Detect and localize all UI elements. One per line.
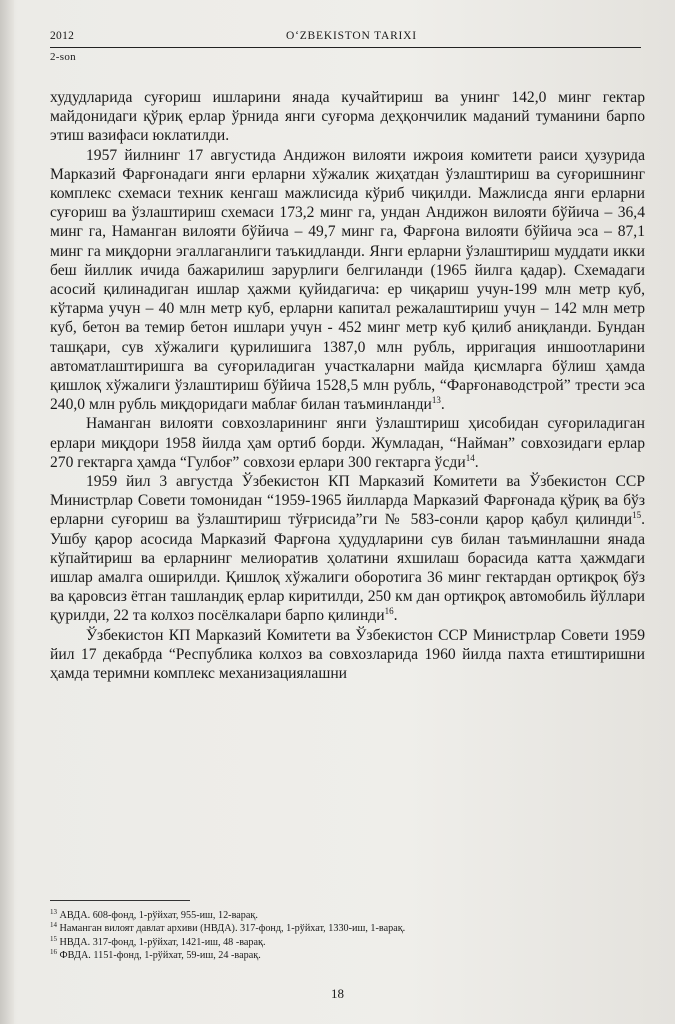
header-year: 2012 [50,30,75,42]
footnote-14 [50,922,610,935]
paragraph-1 [50,88,645,146]
footnote-15 [50,936,610,949]
paragraph-text: . [474,453,479,471]
footnote-number: 16 [50,947,57,956]
footnote-ref-14[interactable]: 14 [465,452,475,463]
paragraph-text: 1959 йил 3 августда Ўзбекистон КП Марказий Комитети ва Ўзбекистон ССР Министрлар Совети томонидан “1959-1965 йилларда Марказий Фарғонада қўриқ ва бўз ерларни суғориш ва ўзлаштириш тўғрисида”ги № 583-сонли қарор қабул қилинди [50,473,645,529]
footnote-ref-15[interactable]: 15 [632,510,642,521]
footnote-text: НВДА. 317-фонд, 1-рўйхат, 1421-иш, 48 -варақ. [59,936,266,948]
footnotes [50,909,610,962]
paragraph-text: . [393,607,398,625]
footnote-number: 14 [50,921,57,930]
footnote-ref-16[interactable]: 16 [384,606,394,617]
footnote-ref-13[interactable]: 13 [431,395,441,406]
article-body [50,88,645,683]
paragraph-text: . Ушбу қарор асосида Марказий Фарғона ҳудудларини сув билан таъминлашни янада кўпайтириш ва ерларнинг мелиоратив ҳолатини яхшилаш борасида катта ҳажмдаги ишлар амалга оширилди. Қишлоқ хўжалиги оборотига 36 минг гектардан ортиқроқ бўз ва қаровсиз ётган ташландиқ ерлар киритилди, 250 км дан ортиқроқ автомобиль йўллари қурилди, 22 та колхоз посёлкалари барпо қилинди [50,511,645,625]
page-number: 18 [331,986,344,1001]
footnote-text: АВДА. 608-фонд, 1-рўйхат, 955-иш, 12-варақ. [59,910,258,921]
footnote-number: 13 [50,908,57,916]
paragraph-text: 1957 йилнинг 17 августида Андижон вилояти ижроия комитети раиси ҳузурида Марказий Фарғонадаги янги ерларни хўжалик жиҳатдан ўзлаштириш ва суғоришнинг комплекс схемаси техник кенгаш мажлисида кўриб чиқилди. Мажлисда янги ерларни суғориш ва ўзлаштириш схемаси 173,2 минг га, ундан Андижон вилояти бўйича – 36,4 минг га, Наманган вилояти бўйича – 49,7 минг га, Фарғона вилояти бўйича эса – 87,1 минг га миқдорни эгаллаганлиги таъкидланди. Янги ерларни ўзлаштириш муддати икки беш йиллик ичида бажарилиш зарурлиги белгиланди (1965 йилга қадар). Схемадаги асосий қилинадиган ишлар ҳажми қуйидагича: ер чиқариш учун-199 млн метр куб, кўтарма учун – 40 млн метр куб, ерларни капитал режалаштириш учун – 142 млн метр куб, бетон ва темир бетон ишлари учун - 452 минг метр куб қилиб аниқланди. Бундан ташқари, сув хўжалиги қурилишига 1387,0 млн рубль, ирригация иншоотларини автоматлаштиришга ва суғориладиган участкаларни майда қисмларга бўлиш ҳамда қишлоқ хўжалиги ўзлаштириш бўйича 1528,5 млн рубль, “Фарғонаводстрой” трести эса 240,0 млн рубль миқдоридаги маблағ билан таъминланди [50,146,645,414]
footnote-13 [50,909,610,922]
paragraph-2 [50,146,645,415]
paragraph-4 [50,472,645,626]
paragraph-text: Наманган вилояти совхозларининг янги ўзлаштириш ҳисобидан суғориладиган ерлари миқдори 1958 йилда ҳам ортиб борди. Жумладан, “Найман” совхозидаги ерлар 270 гектарга ҳамда “Гулбоғ” совхози ерлари 300 гектарга ўсди [50,415,645,471]
paragraph-5 [50,626,645,684]
footnote-text: ФВДА. 1151-фонд, 1-рўйхат, 59-иш, 24 -варақ. [59,949,261,961]
page-gutter-shadow [0,0,14,1024]
header-journal-title: O‘ZBEKISTON TARIXI [286,30,417,42]
paragraph-text: . [440,396,445,414]
header-rule [50,47,641,48]
footnote-number: 15 [50,934,57,943]
paragraph-3 [50,414,645,472]
footnote-16 [50,949,610,962]
footnote-separator [50,900,190,901]
footnote-text: Наманган вилоят давлат архиви (НВДА). 317-фонд, 1-рўйхат, 1330-иш, 1-варақ. [59,923,406,935]
header-issue: 2-son [50,51,76,63]
paragraph-text: Ўзбекистон КП Марказий Комитети ва Ўзбекистон ССР Министрлар Совети 1959 йил 17 декабрда “Республика колхоз ва совхозларида 1960 йилда пахта етиштиришни ҳамда теримни комплекс механизациялашни [50,626,645,683]
paragraph-text: худудларида суғориш ишларини янада кучайтириш ва унинг 142,0 минг гектар майдонидаги қўриқ ерлар ўрнида янги суғорма деҳқончилик маданий туманини барпо этиш вазифаси юклатилди. [50,89,645,145]
